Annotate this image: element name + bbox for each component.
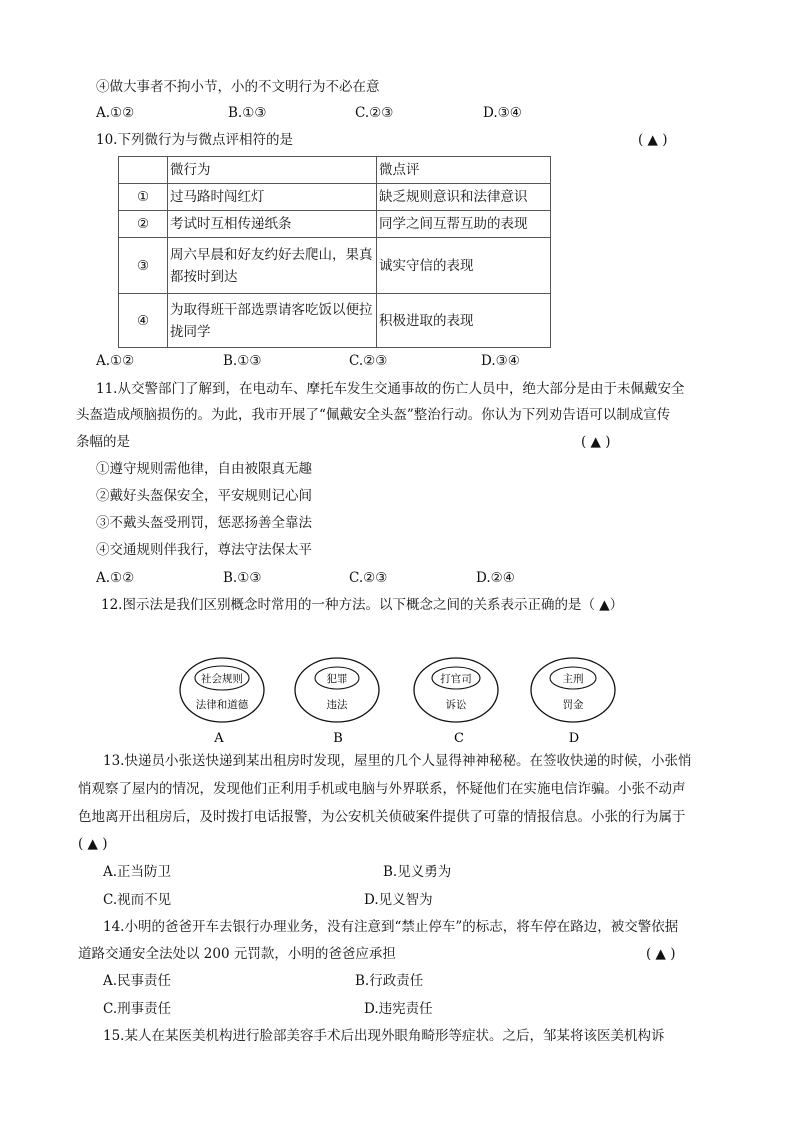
table-cell-cmt: 同学之间互帮互助的表现 [377, 211, 551, 238]
q9-option-c: C.②③ [355, 105, 394, 121]
q14-line-1: 14.小明的爸爸开车去银行办理业务，没有注意到“禁止停车”的标志，将车停在路边，被交警依据 [103, 919, 679, 935]
table-cell-act: 考试时互相传递纸条 [168, 211, 377, 238]
q9-option-a: A.①② [96, 105, 135, 121]
table-cell-num: ② [119, 211, 168, 238]
diagram-c-inner: 打官司 [440, 673, 472, 685]
table-cell-act: 为取得班干部选票请客吃饭以便拉拢同学 [168, 294, 377, 348]
diagram-b-inner: 犯罪 [326, 673, 348, 685]
q13-option-c: C.视而不见 [103, 892, 172, 908]
q10-option-b: B.①③ [223, 353, 262, 369]
q11-line-1: 11.从交警部门了解到，在电动车、摩托车发生交通事故的伤亡人员中，绝大部分是由于未佩戴安全 [96, 381, 685, 397]
diagram-d-inner: 主刑 [562, 673, 584, 685]
q10-option-a: A.①② [96, 353, 135, 369]
table-cell-cmt: 诚实守信的表现 [377, 238, 551, 294]
diagram-a [180, 658, 264, 746]
q11-item-1: ①遵守规则需他律，自由被限真无趣 [96, 461, 312, 477]
diagram-a-outer: 法律和道德 [195, 699, 249, 711]
q14-answer-mark: ( ▲ ) [646, 946, 676, 962]
table-cell-num: ① [119, 184, 168, 211]
diagram-b [295, 658, 379, 746]
table-cell-act: 过马路时闯红灯 [168, 184, 377, 211]
table-cell-cmt: 积极进取的表现 [377, 294, 551, 348]
diagram-c [414, 658, 498, 746]
table-header-cell: 微行为 [168, 157, 377, 184]
q10-stem: 10.下列微行为与微点评相符的是 [96, 132, 293, 148]
q14-option-c: C.刑事责任 [103, 1001, 172, 1017]
q11-option-b: B.①③ [223, 570, 262, 586]
diagram-b-outer: 违法 [326, 699, 348, 711]
q11-option-c: C.②③ [349, 570, 388, 586]
table-header-cell [119, 157, 168, 184]
table-row [119, 211, 551, 238]
q10-option-c: C.②③ [349, 353, 388, 369]
q9-item-4: ④做大事者不拘小节，小的不文明行为不必在意 [96, 79, 380, 95]
diagram-c-letter: C [454, 731, 464, 746]
diagram-b-letter: B [333, 731, 343, 746]
q11-item-2: ②戴好头盔保安全，平安规则记心间 [96, 488, 312, 504]
q12-stem: 12.图示法是我们区别概念时常用的一种方法。以下概念之间的关系表示正确的是（ ▲） [101, 597, 624, 613]
q9-option-d: D.③④ [483, 105, 522, 121]
table-row [119, 184, 551, 211]
q14-option-d: D.违宪责任 [364, 1001, 433, 1017]
table-cell-cmt: 缺乏规则意识和法律意识 [377, 184, 551, 211]
table-row [119, 294, 551, 348]
table-header-cell: 微点评 [377, 157, 551, 184]
diagram-d-letter: D [568, 731, 580, 746]
q11-line-2: 头盔造成颅脑损伤的。为此，我市开展了“佩戴安全头盔”整治行动。你认为下列劝告语可以制成宣传 [76, 407, 671, 423]
table-cell-num: ④ [119, 294, 168, 348]
q10-answer-mark: ( ▲ ) [638, 132, 668, 148]
q10-table [118, 156, 551, 348]
table-cell-act: 周六早晨和好友约好去爬山，果真都按时到达 [168, 238, 377, 294]
table-cell-num: ③ [119, 238, 168, 294]
q11-answer-mark: ( ▲ ) [581, 434, 611, 450]
q15-line-1: 15.某人在某医美机构进行脸部美容手术后出现外眼角畸形等症状。之后，邹某将该医美机构诉 [103, 1028, 665, 1044]
q13-line-3: 色地离开出租房后，及时拨打电话报警，为公安机关侦破案件提供了可靠的情报信息。小张的行为属于 [78, 809, 686, 825]
q9-option-b: B.①③ [228, 105, 267, 121]
q10-option-d: D.③④ [481, 353, 520, 369]
q13-option-d: D.见义智为 [364, 892, 433, 908]
diagram-c-outer: 诉讼 [445, 699, 467, 711]
q13-line-1: 13.快递员小张送快递到某出租房时发现，屋里的几个人显得神神秘秘。在签收快递的时候，小张悄 [103, 753, 692, 769]
q13-line-4: ( ▲ ) [78, 836, 108, 852]
q12-diagrams [170, 650, 640, 748]
diagram-d-outer: 罚金 [562, 699, 584, 711]
q11-item-4: ④交通规则伴我行，尊法守法保太平 [96, 542, 312, 558]
q13-option-b: B.见义勇为 [383, 864, 452, 880]
diagram-a-letter: A [214, 731, 224, 746]
q14-option-b: B.行政责任 [355, 973, 424, 989]
q13-option-a: A.正当防卫 [103, 864, 172, 880]
diagram-d [531, 658, 615, 746]
q11-line-3: 条幅的是 [76, 434, 130, 450]
q11-item-3: ③不戴头盔受刑罚，惩恶扬善全靠法 [96, 515, 312, 531]
table-header-row [119, 157, 551, 184]
table-row [119, 238, 551, 294]
q13-line-2: 悄观察了屋内的情况，发现他们正利用手机或电脑与外界联系，怀疑他们在实施电信诈骗。小张不动声 [78, 781, 686, 797]
diagram-a-inner: 社会规则 [201, 673, 243, 685]
q11-option-a: A.①② [96, 570, 135, 586]
q11-option-d: D.②④ [476, 570, 515, 586]
q14-line-2: 道路交通安全法处以 200 元罚款，小明的爸爸应承担 [78, 946, 396, 962]
q14-option-a: A.民事责任 [103, 973, 172, 989]
